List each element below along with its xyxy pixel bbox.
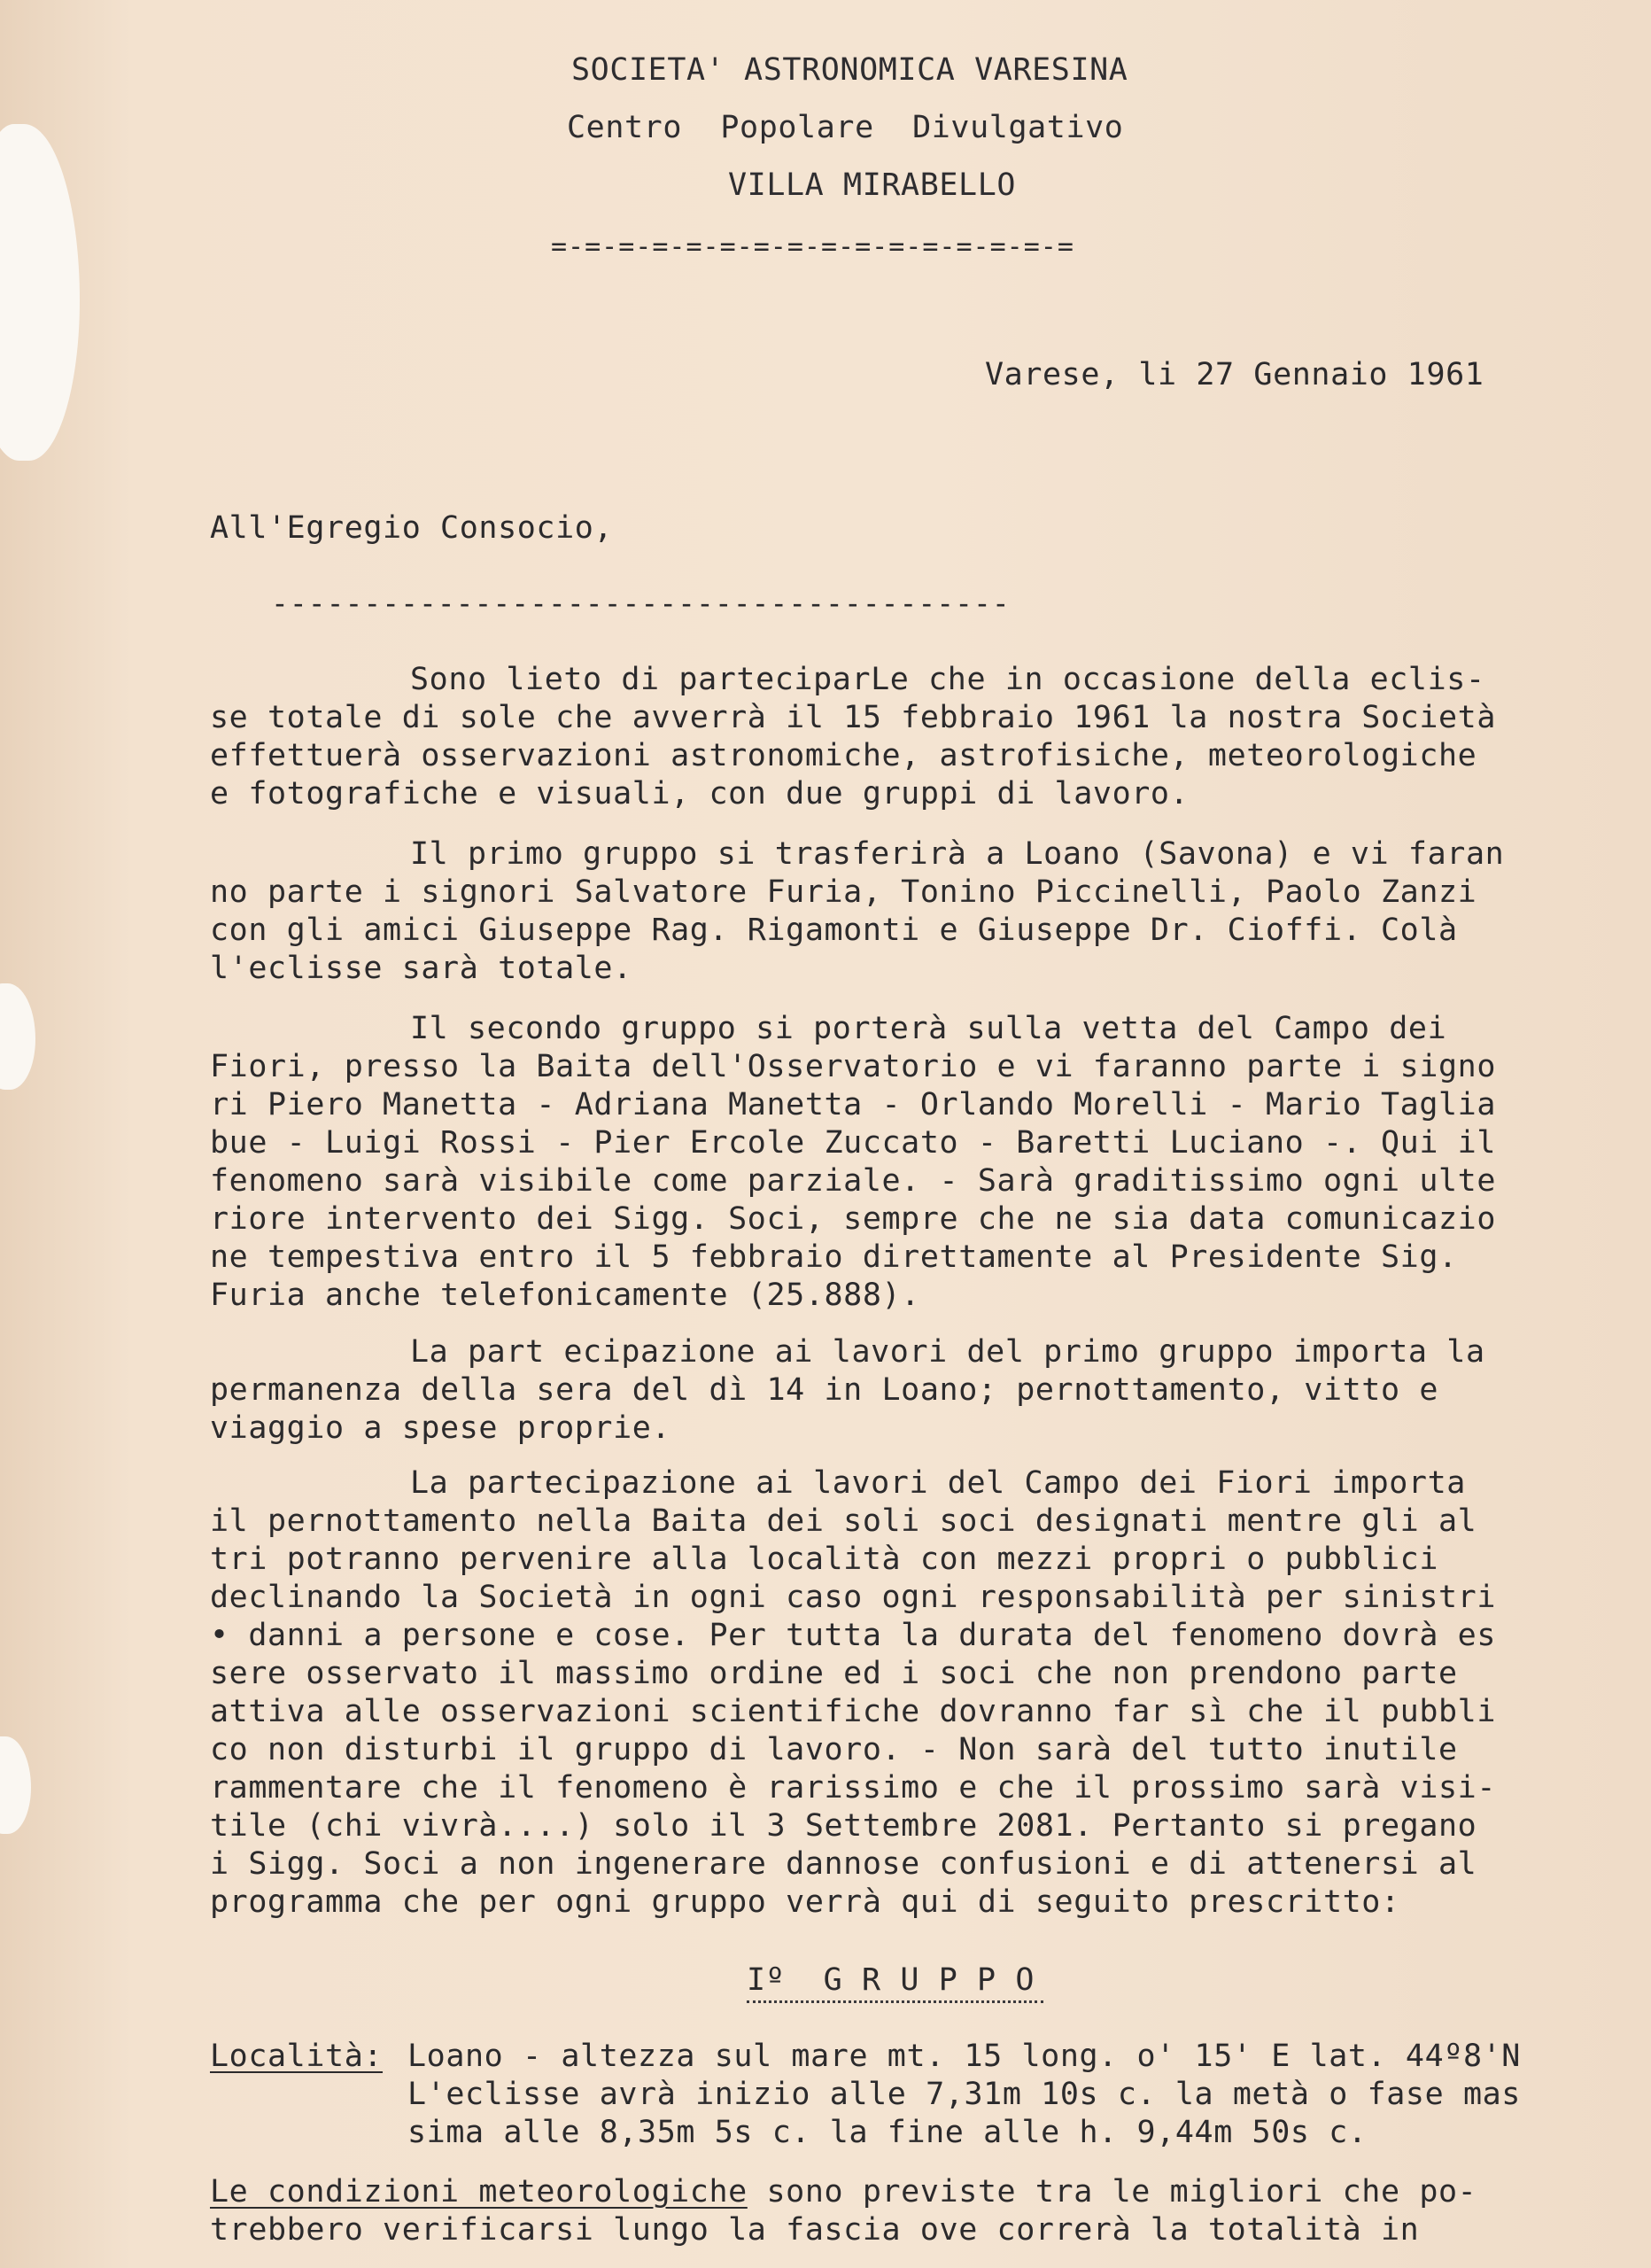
paragraph-5-line-3: tri potranno pervenire alla località con mezzi propri o pubblici — [210, 1542, 1438, 1577]
locality-label: Località: — [210, 2039, 384, 2074]
salutation-rule: ---------------------------------------- — [271, 586, 1011, 620]
section-title-underline — [747, 2000, 1043, 2003]
paragraph-3-line-3: ri Piero Manetta - Adriana Manetta - Orlando Morelli - Mario Taglia — [210, 1087, 1497, 1122]
paragraph-5-line-7: attiva alle osservazioni scientifiche dovranno far sì che il pubbli — [210, 1694, 1497, 1729]
paragraph-3-line-5: fenomeno sarà visibile come parziale. - Sarà graditissimo ogni ulte — [210, 1163, 1497, 1199]
paragraph-5-line-8: co non disturbi il gruppo di lavoro. - Non sarà del tutto inutile — [210, 1732, 1458, 1767]
salutation: All'Egregio Consocio, — [210, 510, 614, 546]
paragraph-1-line-4: e fotografiche e visuali, con due gruppi di lavoro. — [210, 776, 1190, 812]
paragraph-3-line-4: bue - Luigi Rossi - Pier Ercole Zuccato - Baretti Luciano -. Qui il — [210, 1125, 1497, 1161]
letterhead-subtitle: Centro Popolare Divulgativo — [567, 110, 1124, 145]
weather-line-2: trebbero verificarsi lungo la fascia ove correrà la totalità in — [210, 2212, 1420, 2248]
paragraph-2-line-2: no parte i signori Salvatore Furia, Tonino Piccinelli, Paolo Zanzi — [210, 874, 1477, 910]
paragraph-5-line-12: programma che per ogni gruppo verrà qui di seguito prescritto: — [210, 1884, 1400, 1920]
paragraph-4-line-1: La part ecipazione ai lavori del primo gruppo importa la — [410, 1334, 1485, 1370]
paragraph-2-line-3: con gli amici Giuseppe Rag. Rigamonti e Giuseppe Dr. Cioffi. Colà — [210, 913, 1458, 948]
paragraph-5-line-9: rammentare che il fenomeno è rarissimo e che il prossimo sarà visi- — [210, 1770, 1497, 1806]
paragraph-4-line-3: viaggio a spese proprie. — [210, 1410, 671, 1446]
paragraph-5-line-10: tile (chi vivrà....) solo il 3 Settembre 2081. Pertanto si pregano — [210, 1808, 1477, 1844]
paragraph-1-line-3: effettuerà osservazioni astronomiche, astrofisiche, meteorologiche — [210, 738, 1477, 773]
paragraph-5-line-4: declinando la Società in ogni caso ogni responsabilità per sinistri — [210, 1580, 1497, 1615]
weather-label: Le condizioni meteorologiche — [210, 2174, 748, 2210]
letterhead-organization: SOCIETA' ASTRONOMICA VARESINA — [571, 52, 1128, 88]
paragraph-2-line-1: Il primo gruppo si trasferirà a Loano (Savona) e vi faran — [410, 836, 1505, 872]
paragraph-5-line-6: sere osservato il massimo ordine ed i soci che non prendono parte — [210, 1656, 1458, 1691]
paragraph-1-line-1: Sono lieto di parteciparLe che in occasione della eclis- — [410, 662, 1485, 697]
paragraph-1-line-2: se totale di sole che avverrà il 15 febbraio 1961 la nostra Società — [210, 700, 1497, 735]
paragraph-2-line-4: l'eclisse sarà totale. — [210, 951, 632, 986]
locality-line-1: Loano - altezza sul mare mt. 15 long. o' 15' E lat. 44º8'N — [407, 2039, 1521, 2074]
paragraph-5-line-1: La partecipazione ai lavori del Campo dei Fiori importa — [410, 1465, 1466, 1501]
locality-line-3: sima alle 8,35m 5s c. la fine alle h. 9,44m 50s c. — [407, 2115, 1368, 2150]
letterhead-place: VILLA MIRABELLO — [728, 167, 1017, 203]
paragraph-5-line-11: i Sigg. Soci a non ingenerare dannose confusioni e di attenersi al — [210, 1846, 1477, 1882]
paragraph-5-line-5: • danni a persone e cose. Per tutta la durata del fenomeno dovrà es — [210, 1618, 1497, 1653]
paragraph-3-line-1: Il secondo gruppo si porterà sulla vetta del Campo dei — [410, 1011, 1447, 1046]
paragraph-3-line-7: ne tempestiva entro il 5 febbraio direttamente al Presidente Sig. — [210, 1239, 1458, 1275]
weather-line-1 — [210, 2173, 1477, 2210]
paragraph-3-line-2: Fiori, presso la Baita dell'Osservatorio e vi faranno parte i signo — [210, 1049, 1497, 1084]
letterhead-separator: =-=-=-=-=-=-=-=-=-=-=-=-=-=-=-= — [551, 231, 1074, 262]
paragraph-3-line-8: Furia anche telefonicamente (25.888). — [210, 1278, 920, 1313]
weather-line-1-rest: sono previste tra le migliori che po- — [747, 2174, 1477, 2210]
paragraph-5-line-2: il pernottamento nella Baita dei soli soci designati mentre gli al — [210, 1503, 1477, 1539]
locality-line-2: L'eclisse avrà inizio alle 7,31m 10s c. la metà o fase mas — [407, 2077, 1521, 2112]
paragraph-3-line-6: riore intervento dei Sigg. Soci, sempre che ne sia data comunicazio — [210, 1201, 1497, 1237]
paragraph-4-line-2: permanenza della sera del dì 14 in Loano; pernottamento, vitto e — [210, 1372, 1438, 1408]
section-title: Iº G R U P P O — [747, 1962, 1035, 1998]
date-line: Varese, li 27 Gennaio 1961 — [985, 357, 1484, 392]
